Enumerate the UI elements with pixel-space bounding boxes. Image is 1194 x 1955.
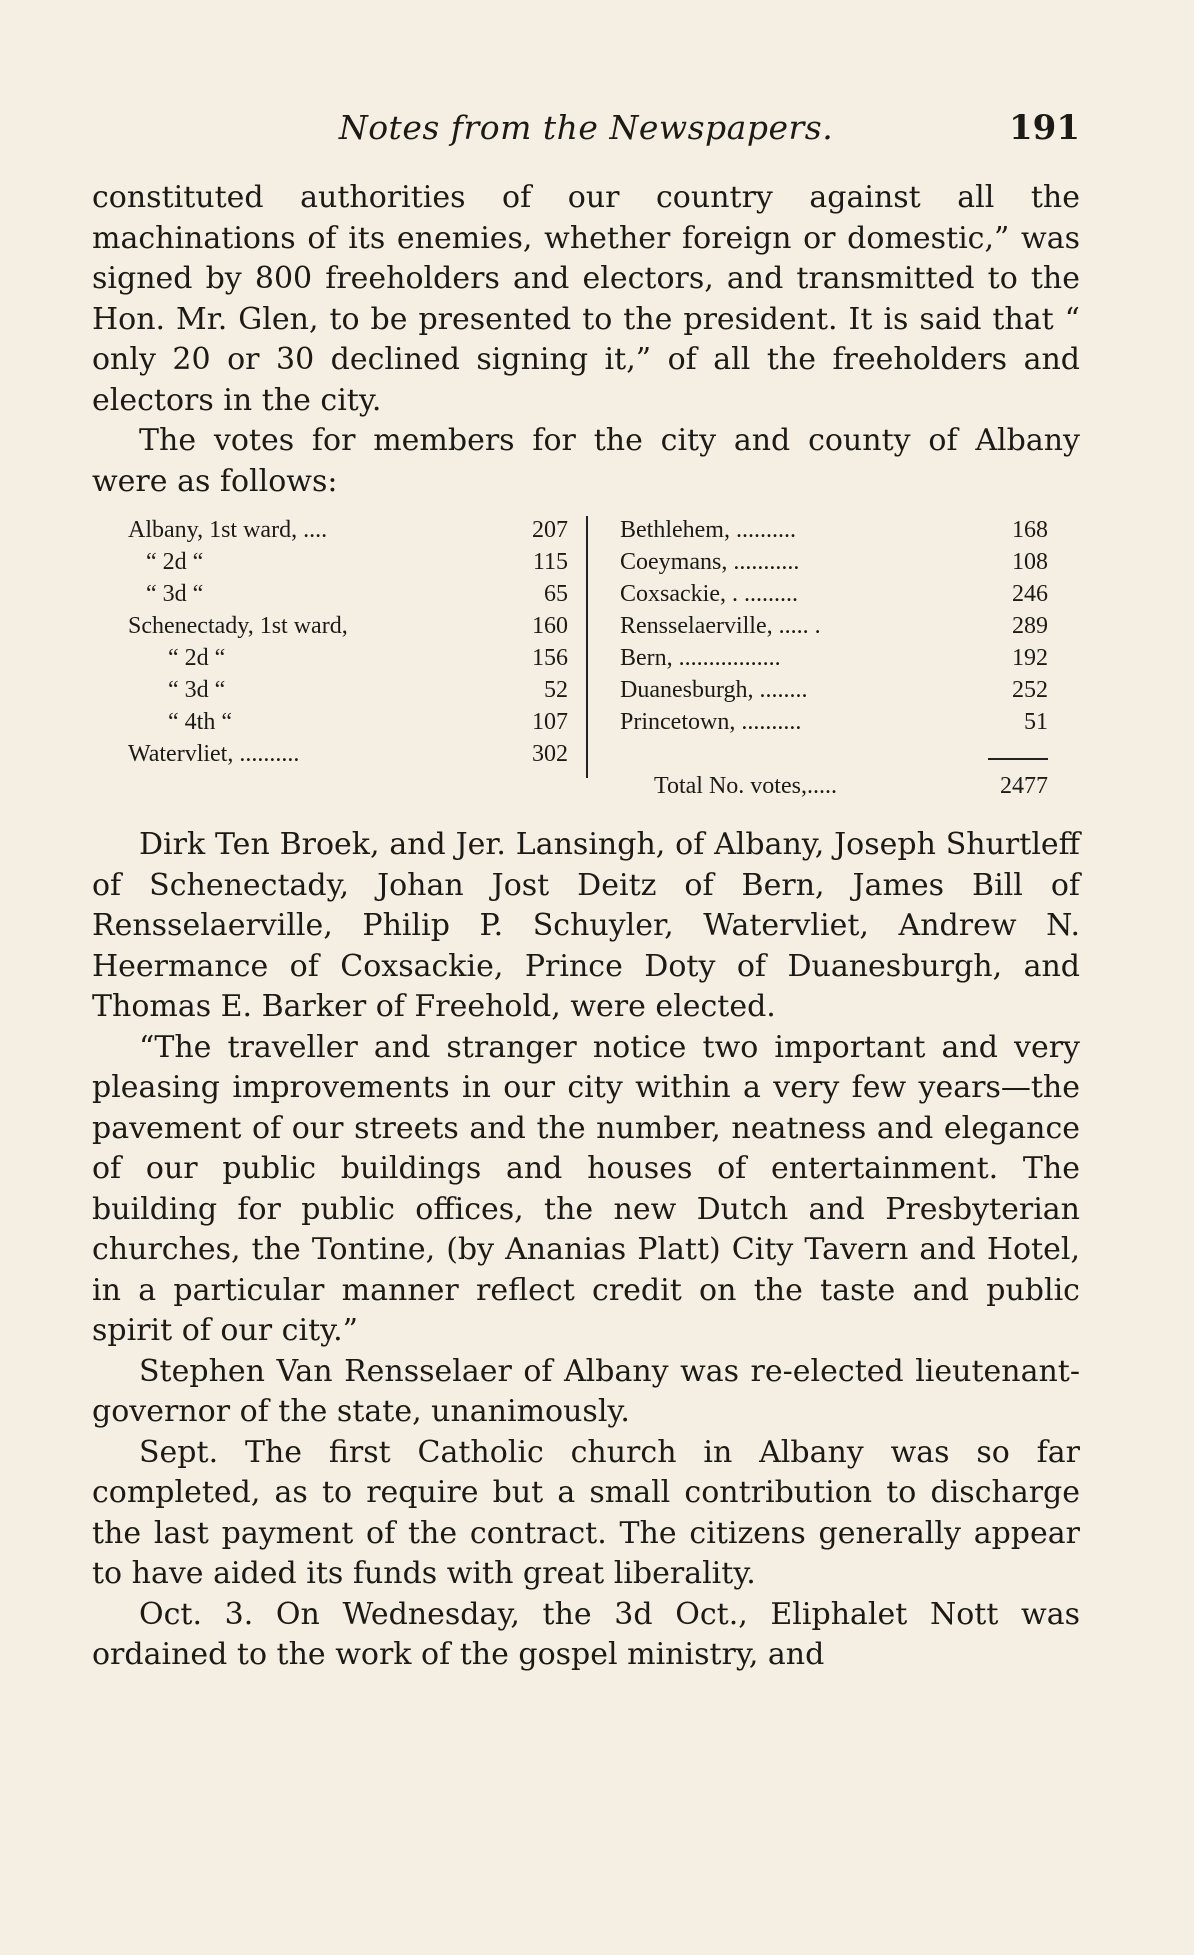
town-name: “ 4th “ — [168, 709, 232, 735]
vote-row — [128, 738, 568, 770]
town-name: Bern, ................. — [620, 645, 781, 671]
vote-row — [128, 546, 568, 578]
vote-count: 51 — [1024, 709, 1048, 735]
vote-row — [620, 514, 1048, 546]
town-name: Rensselaerville, ..... . — [620, 613, 821, 639]
page-number: 191 — [1009, 108, 1080, 148]
town-name: Duanesburgh, ........ — [620, 677, 808, 703]
vote-row — [620, 642, 1048, 674]
town-name: Princetown, .......... — [620, 709, 802, 735]
town-name: “ 3d “ — [168, 677, 226, 703]
vote-count: 65 — [544, 581, 568, 607]
town-name: Schenectady, 1st ward, — [128, 613, 348, 639]
vote-count: 108 — [1012, 549, 1048, 575]
town-name: Albany, 1st ward, .... — [128, 517, 328, 543]
total-row — [620, 770, 1048, 802]
vote-count: 52 — [544, 677, 568, 703]
town-name: “ 3d “ — [146, 581, 204, 607]
town-name: Coxsackie, . ......... — [620, 581, 798, 607]
vote-row — [128, 674, 568, 706]
town-name: Bethlehem, .......... — [620, 517, 796, 543]
vote-row — [620, 546, 1048, 578]
town-name: Coeymans, ........... — [620, 549, 800, 575]
votes-right-column — [620, 514, 1048, 802]
vote-count: 160 — [532, 613, 568, 639]
sum-rule-row — [620, 738, 1048, 770]
vote-row — [620, 706, 1048, 738]
vote-row — [128, 642, 568, 674]
running-title: Notes from the Newspapers. — [338, 108, 834, 147]
town-name: Watervliet, .......... — [128, 741, 300, 767]
paragraph-continuation: constituted authorities of our country against all the machinations of its enemies, whether foreign or domestic,” was signed by 800 freeholders and electors, and transmitted to the Hon. Mr. Glen, to be presented to the president. It is said that “ only 20 or 30 declined signing it,” of all the freeholders and electors in the city. — [92, 180, 1080, 418]
total-value: 2477 — [1000, 773, 1048, 799]
paragraph-quote: “The traveller and stranger notice two important and very pleasing improvements in our city within a very few years—the pavement of our streets and the number, neatness and elegance of our public buildings and houses of entertainment. The building for public offices, the new Dutch and Presbyterian churches, the Tontine, (by Ananias Platt) City Tavern and Hotel, in a particular manner reflect credit on the taste and public spirit of our city.” — [92, 1029, 1080, 1348]
paragraph-votes-intro: The votes for members for the city and county of Albany were as follows: — [92, 423, 1080, 499]
vote-row — [128, 514, 568, 546]
vote-count: 246 — [1012, 581, 1048, 607]
vote-row — [128, 610, 568, 642]
town-name: “ 2d “ — [168, 645, 226, 671]
vote-count: 302 — [532, 741, 568, 767]
town-name: “ 2d “ — [146, 549, 204, 575]
page-header — [92, 108, 1080, 152]
vote-count: 168 — [1012, 517, 1048, 543]
vote-count: 192 — [1012, 645, 1048, 671]
vote-row — [620, 610, 1048, 642]
vote-row — [620, 578, 1048, 610]
votes-left-column — [128, 514, 568, 770]
vote-count: 289 — [1012, 613, 1048, 639]
total-label: Total No. votes,..... — [654, 773, 837, 799]
paragraph-elected: Dirk Ten Broek, and Jer. Lansingh, of Albany, Joseph Shurtleff of Schenectady, Johan Jost Deitz of Bern, James Bill of Rensselaerville, Philip P. Schuyler, Watervliet, Andrew N. Heermance of Coxsackie, Prince Doty of Duanesburgh, and Thomas E. Barker of Freehold, were elected. — [92, 827, 1080, 1024]
paragraph-ordination: Oct. 3. On Wednesday, the 3d Oct., Eliphalet Nott was ordained to the work of the gospel ministry, and — [92, 1596, 1080, 1672]
intro-text — [92, 178, 1080, 502]
votes-table — [128, 514, 1048, 799]
main-text — [92, 825, 1080, 1676]
sum-rule — [988, 758, 1048, 760]
vote-count: 107 — [532, 709, 568, 735]
paragraph-catholic-church: Sept. The first Catholic church in Albany was so far completed, as to require but a small contribution to discharge the last payment of the contract. The citizens generally appear to have aided its funds with great liberality. — [92, 1434, 1080, 1591]
vote-row — [620, 674, 1048, 706]
vote-count: 156 — [532, 645, 568, 671]
column-divider — [586, 516, 588, 778]
vote-row — [128, 706, 568, 738]
paragraph-lieutenant-governor: Stephen Van Rensselaer of Albany was re-elected lieutenant-governor of the state, unanimously. — [92, 1353, 1080, 1429]
vote-count: 207 — [532, 517, 568, 543]
vote-count: 252 — [1012, 677, 1048, 703]
vote-count: 115 — [532, 549, 568, 575]
vote-row — [128, 578, 568, 610]
